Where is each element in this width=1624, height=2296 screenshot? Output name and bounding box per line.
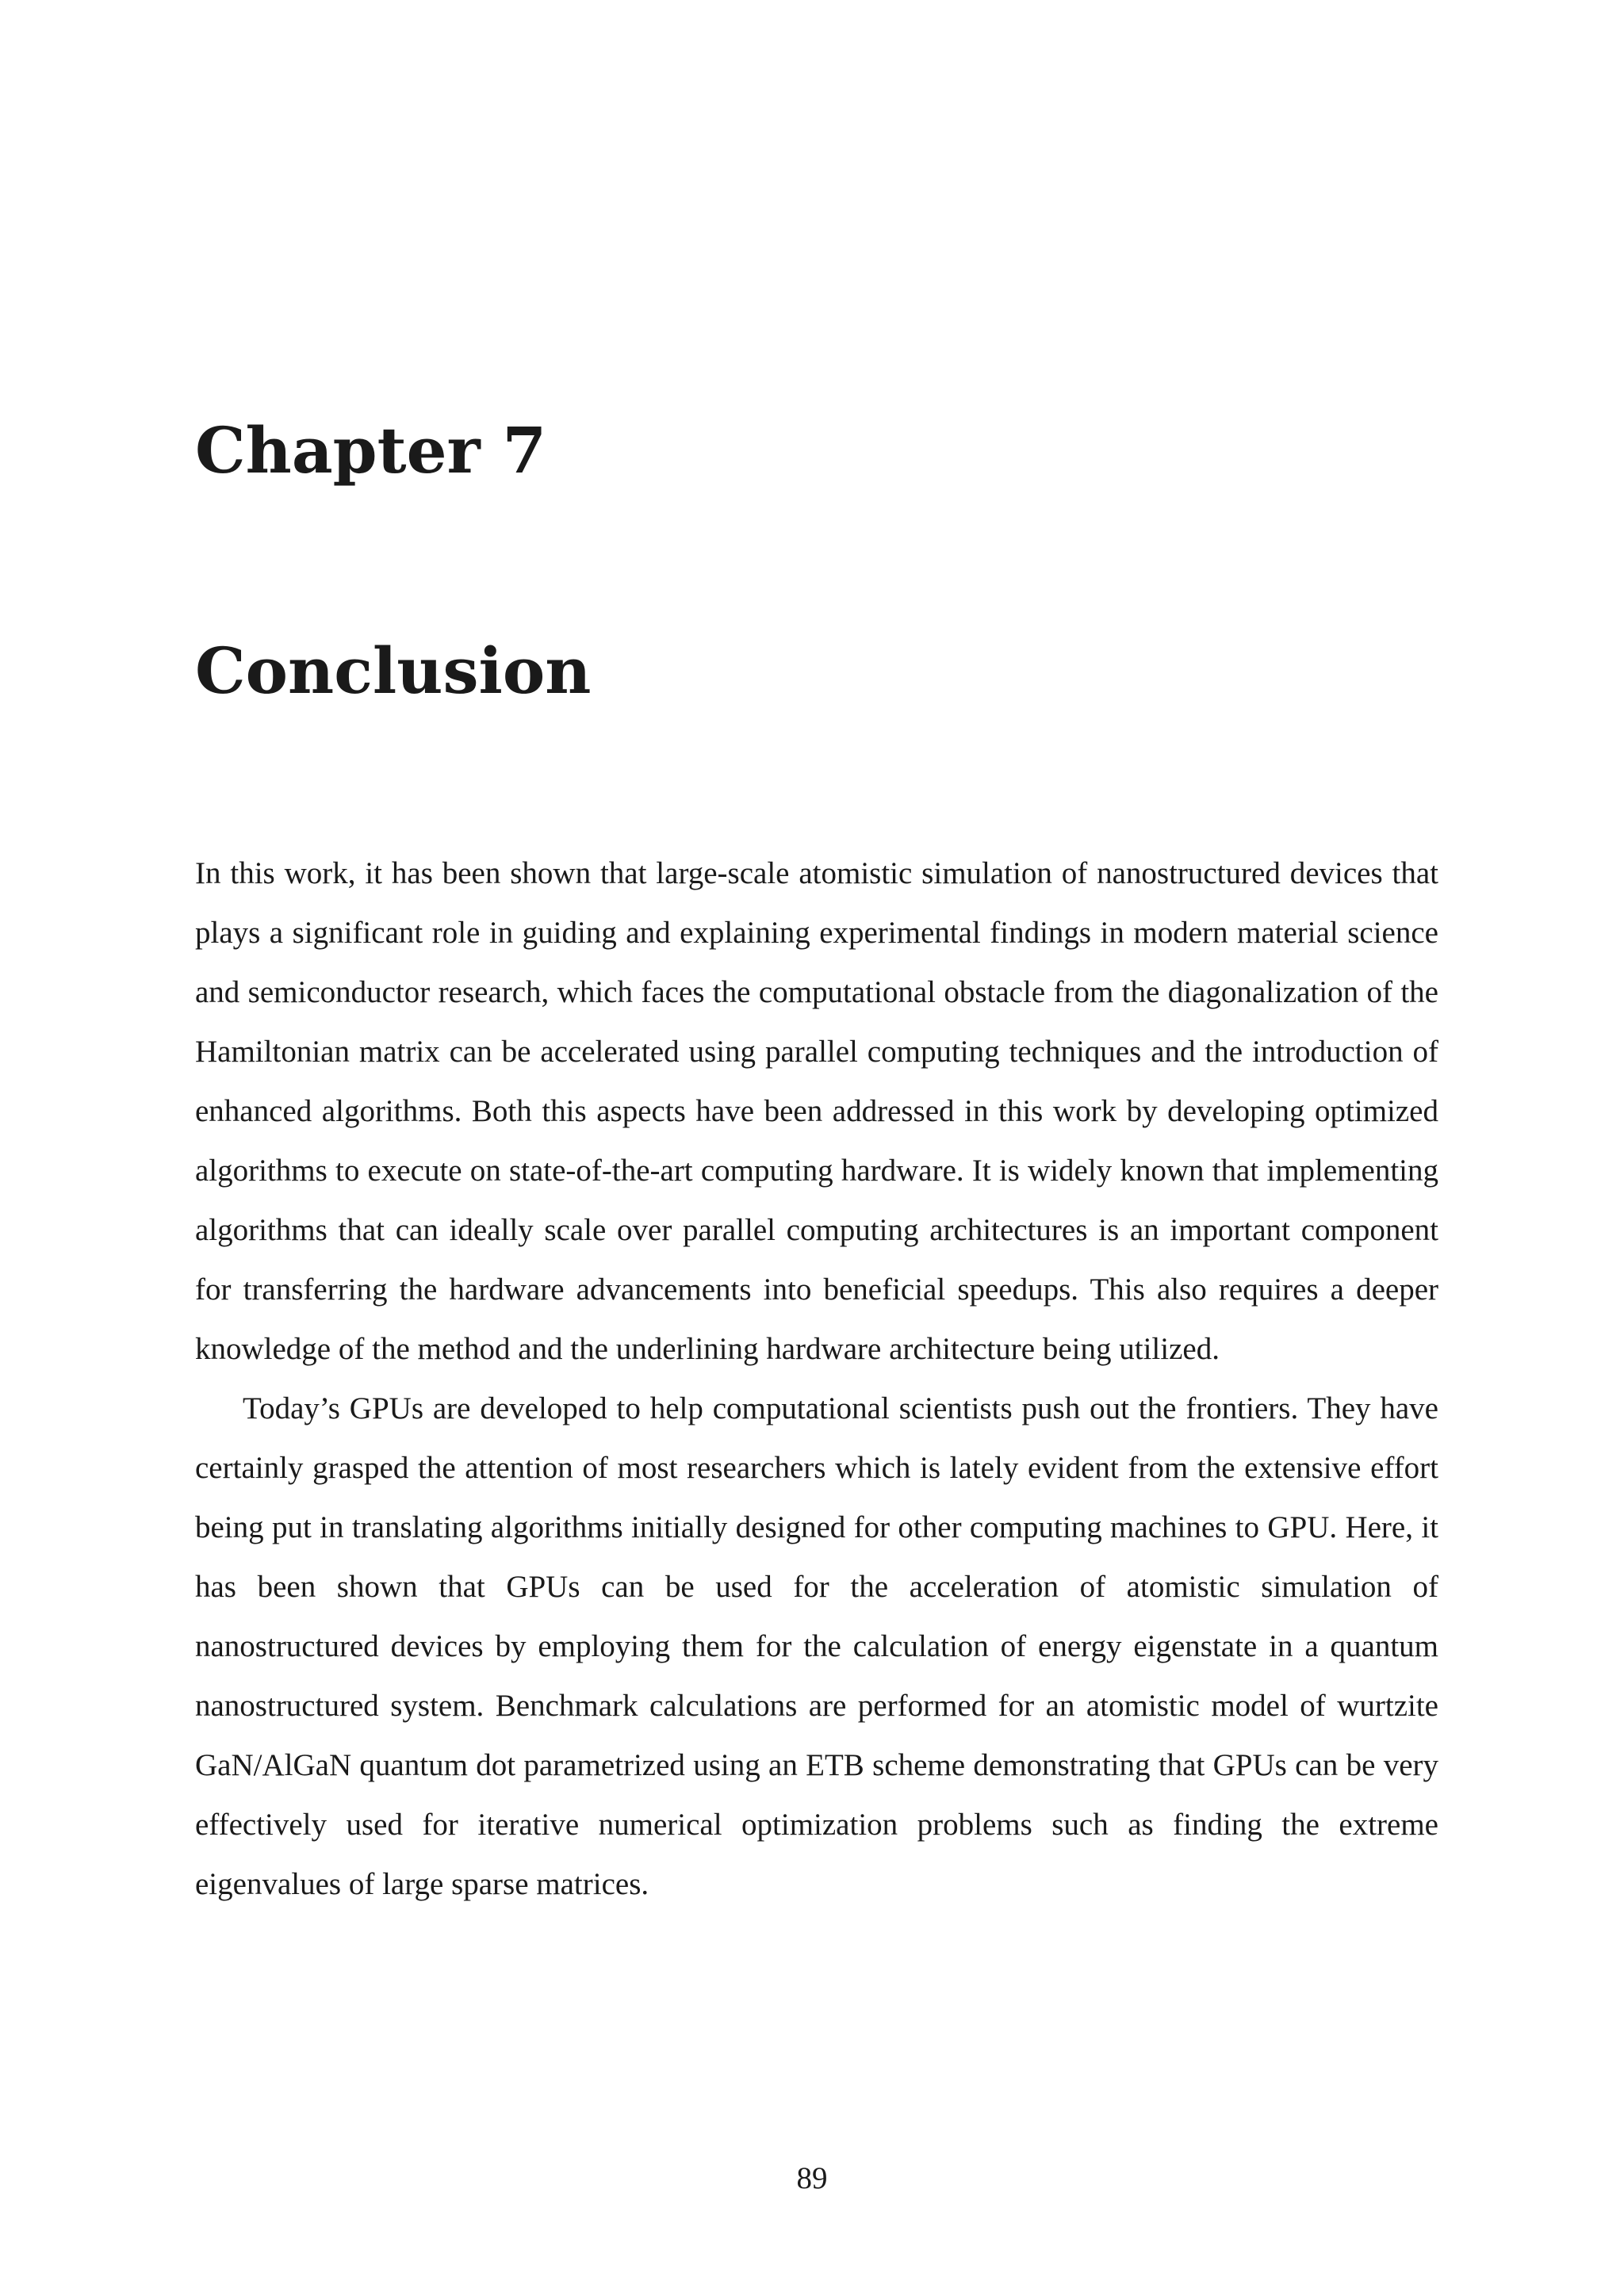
page-number: 89 bbox=[796, 2161, 828, 2195]
paragraph-2: Today’s GPUs are developed to help computational scientists push out the frontiers. They have certainly grasped the attention of most researchers which is lately evident from the extensive effort being put in translating algorithms initially designed for other computing machines to GPU. Here, it has been shown that GPUs can be used for the acceleration of atomistic simulation of nanostructured devices by employing them for the calculation of energy eigenstate in a quantum nanostructured system. Benchmark calculations are performed for an atomistic model of wurtzite GaN/AlGaN quantum dot parametrized using an ETB scheme demonstrating that GPUs can be very effectively used for iterative numerical optimization problems such as finding the extreme eigenvalues of large sparse matrices. bbox=[195, 1391, 1438, 1901]
chapter-body bbox=[195, 844, 1438, 1914]
paragraph-1: In this work, it has been shown that large-scale atomistic simulation of nanostructured devices that plays a significant role in guiding and explaining experimental findings in modern material science and semiconductor research, which faces the computational obstacle from the diagonalization of the Hamiltonian matrix can be accelerated using parallel computing techniques and the introduction of enhanced algorithms. Both this aspects have been addressed in this work by developing optimized algorithms to execute on state-of-the-art computing hardware. It is widely known that implementing algorithms that can ideally scale over parallel computing architectures is an important component for transferring the hardware advancements into beneficial speedups. This also requires a deeper knowledge of the method and the underlining hardware architecture being utilized. bbox=[195, 856, 1438, 1366]
chapter-title: Conclusion bbox=[195, 633, 592, 708]
chapter-number: Chapter 7 bbox=[195, 413, 547, 488]
